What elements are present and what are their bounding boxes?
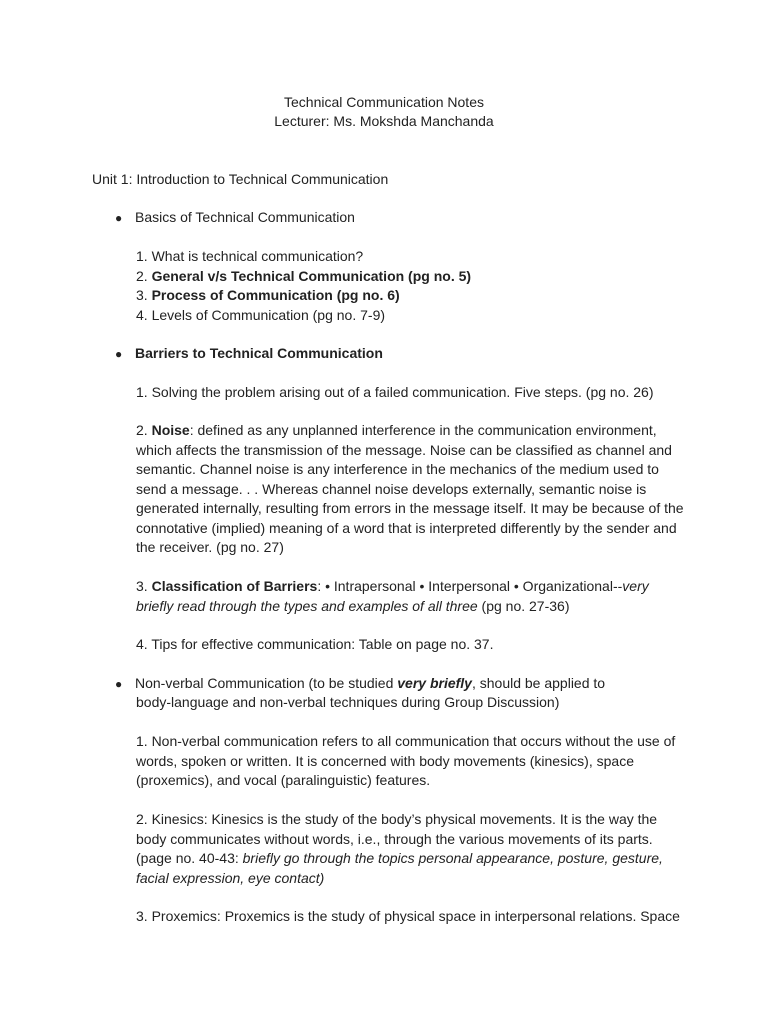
paragraph-line: words, spoken or written. It is concerned with body movements (kinesics), space [136,752,634,769]
heading-text: , should be applied to [471,675,606,691]
section-heading-barriers: Barriers to Technical Communication [135,345,383,361]
section-heading-nonverbal [135,674,605,694]
item-number: 3. [136,578,152,594]
list-item: 4. Levels of Communication (pg no. 7-9) [136,306,386,323]
paragraph-line: connotative (implied) meaning of a word that is interpreted differently by the sender and [136,519,677,536]
line-text: : defined as any unplanned interference in the communication environment, [189,422,657,438]
nonverbal-p1 [136,732,696,791]
item-number: 3. [136,287,152,303]
barriers-p1 [136,383,696,403]
list-item [136,286,696,306]
line-text: : • Intrapersonal • Interpersonal • Organizational-- [317,578,623,594]
item-number: 2. [136,267,152,284]
barriers-p3 [136,577,696,616]
paragraph-line [136,597,696,617]
barriers-p4 [136,635,696,655]
item-bold-text: Noise [151,422,190,438]
italic-text: very [622,578,649,594]
paragraph-text: 1. Solving the problem arising out of a failed communication. Five steps. (pg no. 26) [136,384,654,400]
bold-italic-text: very briefly [397,675,472,691]
paragraph-line: 3. Proxemics: Proxemics is the study of physical space in interpersonal relations. Space [136,908,680,924]
paragraph-line: semantic. Channel noise is any interference in the mechanics of the medium used to [136,461,659,477]
paragraph-line [136,849,696,869]
paragraph-line [136,421,696,441]
list-item: 1. What is technical communication? [136,248,364,264]
item-bold-text: Process of Communication (pg no. 6) [151,287,400,303]
heading-text: body-language and non-verbal techniques during Group Discussion) [136,694,560,710]
paragraph-line: generated internally, resulting from errors in the message itself. It may be because of the [136,500,684,516]
paragraph-line [136,577,696,597]
nonverbal-p2 [136,810,696,888]
paragraph-text: 4. Tips for effective communication: Table on page no. 37. [136,636,494,652]
paragraph-line: body communicates without words, i.e., through the various movements of its parts. [136,830,653,847]
paragraph-line: 2. Kinesics: Kinesics is the study of the body’s physical movements. It is the way the [136,811,658,827]
paragraph-line: 1. Non-verbal communication refers to all communication that occurs without the use of [136,733,676,749]
paragraph-line [136,869,696,889]
line-text: (page no. 40-43: [136,850,243,866]
paragraph-line: which affects the transmission of the message. Noise can be classified as channel and [136,441,672,458]
unit-heading: Unit 1: Introduction to Technical Communication [92,171,389,187]
bullet-nonverbal [115,674,606,695]
bullet-icon: ● [115,677,123,691]
bullet-barriers [115,344,383,365]
italic-text: briefly read through the types and examples of all three [136,597,478,614]
heading-text: Non-verbal Communication (to be studied [135,675,398,691]
bullet-basics [115,208,355,229]
item-number: 2. [136,422,152,438]
bullet-icon: ● [115,211,123,225]
nonverbal-p3 [136,907,696,927]
basics-list [136,247,696,325]
document-title: Technical Communication Notes [284,94,484,110]
item-bold-text: Classification of Barriers [151,578,318,594]
item-bold-text: General v/s Technical Communication (pg no. 5) [151,267,472,284]
lecturer-line: Lecturer: Ms. Mokshda Manchanda [274,113,494,129]
list-item [136,267,696,287]
document-header [0,93,768,131]
bullet-icon: ● [115,347,123,361]
italic-text: briefly go through the topics personal appearance, posture, gesture, [242,850,663,866]
italic-text: facial expression, eye contact) [136,869,325,886]
nonverbal-heading-line2 [136,693,696,713]
line-text: (pg no. 27-36) [477,597,570,614]
barriers-p2 [136,421,696,558]
paragraph-line: (proxemics), and vocal (paralinguistic) features. [136,772,431,788]
paragraph-line: the receiver. (pg no. 27) [136,539,284,555]
paragraph-line: send a message. . . Whereas channel noise develops externally, semantic noise is [136,480,647,497]
section-heading-basics: Basics of Technical Communication [135,209,355,225]
